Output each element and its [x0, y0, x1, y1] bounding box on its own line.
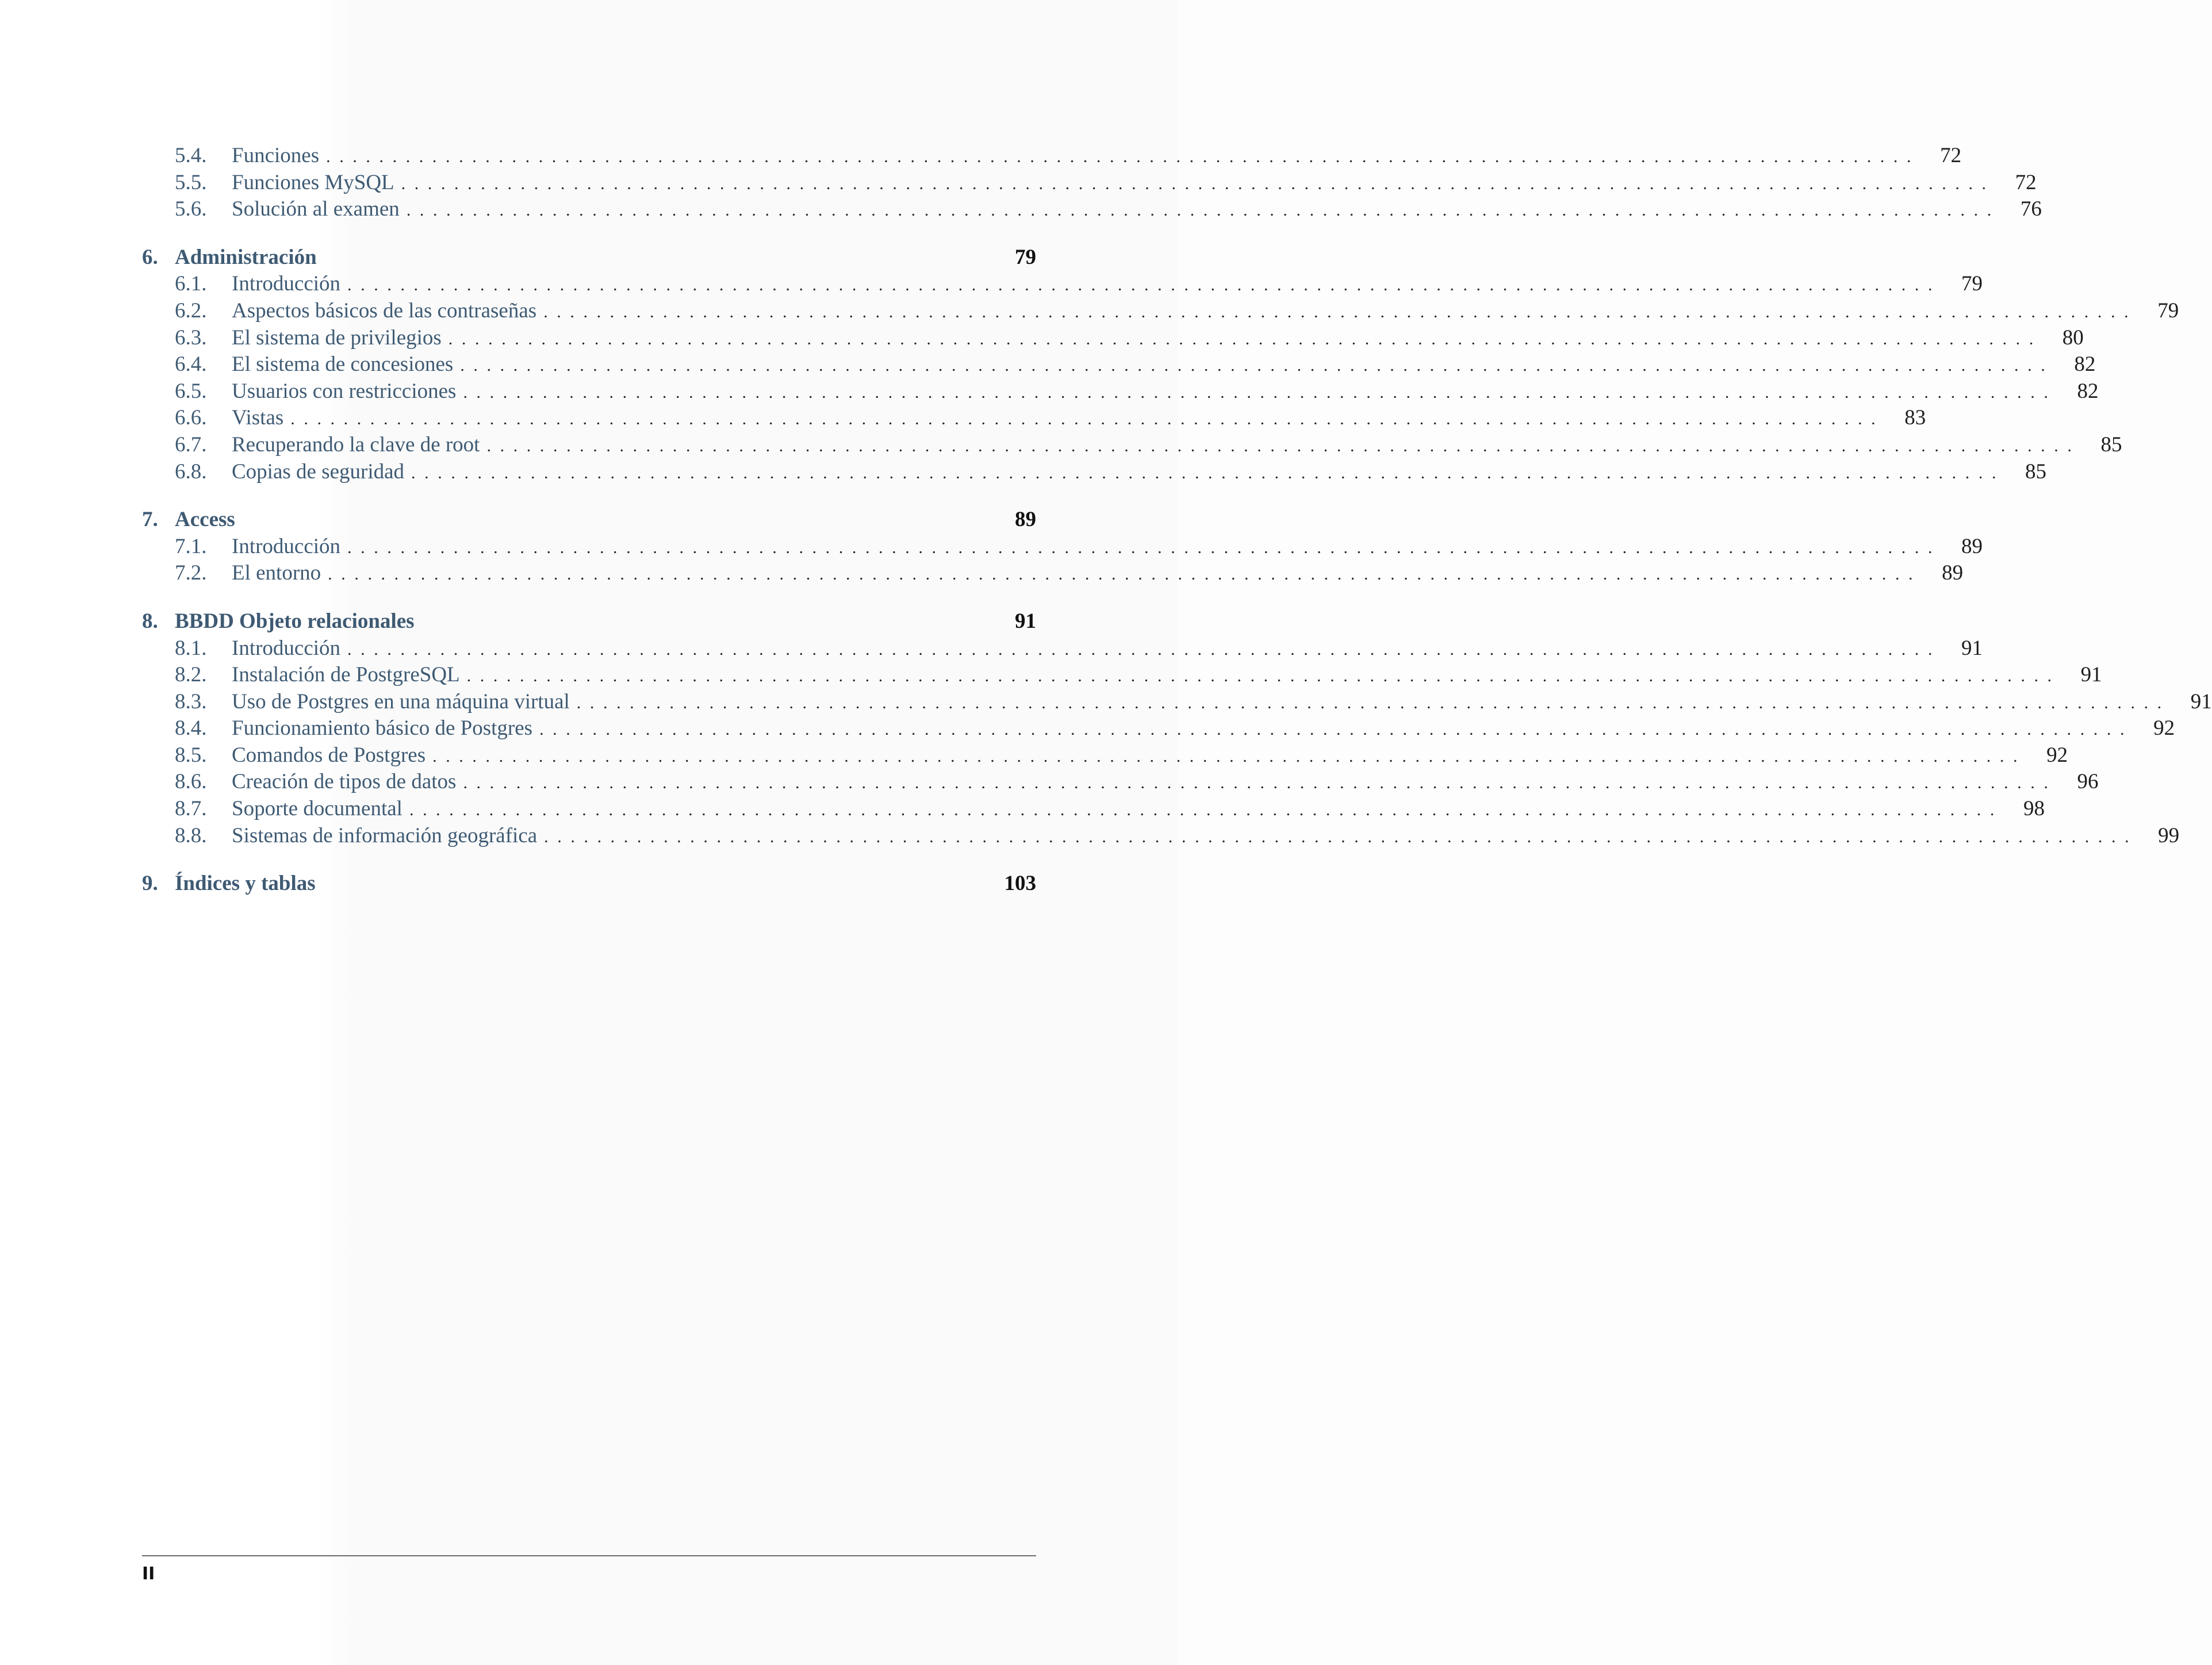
dot-leader: ........................................................................................................................: [406, 201, 2000, 220]
toc-chapter-page[interactable]: 89: [1015, 508, 1036, 532]
toc-chapter-number: 7.: [142, 508, 158, 532]
toc-entry-title[interactable]: Aspectos básicos de las contraseñas: [232, 298, 537, 323]
toc-entry-page[interactable]: 83: [1904, 406, 1926, 430]
toc-entry-title[interactable]: Introducción: [232, 272, 341, 296]
toc-chapter-title[interactable]: Índices y tablas: [175, 872, 316, 896]
dot-leader: ........................................................................................................................: [544, 827, 2138, 846]
toc-entry-title[interactable]: Comandos de Postgres: [232, 743, 426, 767]
dot-leader: ........................................................................................................................: [290, 409, 1885, 429]
toc-entry[interactable]: [142, 662, 2102, 689]
toc-chapter-block: [142, 507, 1983, 587]
toc-entry[interactable]: [142, 143, 1962, 170]
toc-chapter-block: [142, 870, 1036, 897]
toc-entry-number: 8.6.: [175, 770, 207, 794]
toc-entry-title[interactable]: Sistemas de información geográfica: [232, 823, 538, 847]
toc-entry-title[interactable]: Introducción: [232, 636, 341, 660]
dot-leader: ........................................................................................................................: [347, 275, 1942, 295]
toc-entry[interactable]: [142, 271, 1983, 298]
dot-leader: ........................................................................................................................: [466, 666, 2061, 686]
dot-leader: ........................................................................................................................: [576, 693, 2171, 712]
footer-rule: [142, 1555, 1036, 1556]
toc-entry[interactable]: [142, 196, 2042, 223]
toc-entry[interactable]: [142, 298, 2179, 325]
toc-entry-title[interactable]: Introducción: [232, 534, 341, 558]
toc-entry-number: 8.7.: [175, 797, 207, 821]
toc-entry[interactable]: [142, 715, 2175, 742]
toc-entry-number: 6.7.: [175, 432, 207, 456]
dot-leader: ........................................................................................................................: [347, 639, 1942, 659]
toc-entry-number: 6.2.: [175, 298, 207, 323]
dot-leader: ........................................................................................................................: [539, 720, 2134, 739]
toc-entry-page[interactable]: 76: [2020, 197, 2042, 221]
toc-entry-page[interactable]: 91: [1961, 636, 1983, 660]
toc-entry-number: 6.4.: [175, 352, 207, 377]
toc-entry[interactable]: [142, 823, 2180, 850]
toc-chapter-page[interactable]: 91: [1015, 609, 1036, 633]
toc-entry-page[interactable]: 89: [1942, 561, 1964, 585]
toc-entry[interactable]: [142, 635, 1983, 662]
toc-chapter-block: [142, 608, 2212, 849]
toc-entry-page[interactable]: 96: [2077, 770, 2099, 794]
toc-chapter-heading[interactable]: [142, 608, 1036, 635]
toc-entry-number: 8.2.: [175, 663, 207, 687]
toc-chapter-heading[interactable]: [142, 870, 1036, 897]
toc-entry-title[interactable]: Creación de tipos de datos: [232, 770, 457, 794]
toc-entry[interactable]: [142, 560, 1964, 587]
toc-entry-page[interactable]: 91: [2190, 689, 2212, 713]
toc-entry-title[interactable]: El sistema de privilegios: [232, 325, 442, 350]
dot-leader: ........................................................................................................................: [432, 746, 2027, 766]
toc-entry-title[interactable]: El sistema de concesiones: [232, 352, 454, 377]
dot-leader: ........................................................................................................................: [411, 463, 2006, 482]
dot-leader: ........................................................................................................................: [543, 302, 2138, 321]
toc-entry-page[interactable]: 82: [2074, 352, 2096, 377]
toc-entry-title[interactable]: Funciones: [232, 144, 320, 167]
toc-chapter-title[interactable]: Access: [175, 508, 235, 532]
toc-entry-number: 5.6.: [175, 197, 207, 221]
toc-entry-title[interactable]: El entorno: [232, 561, 321, 585]
toc-entry[interactable]: [142, 689, 2212, 716]
toc-entry-number: 8.4.: [175, 716, 207, 741]
toc-entry-title[interactable]: Instalación de PostgreSQL: [232, 663, 460, 687]
toc-chapter-number: 9.: [142, 872, 158, 896]
toc-entry-number: 6.3.: [175, 325, 207, 350]
toc-entry-title[interactable]: Uso de Postgres en una máquina virtual: [232, 689, 570, 713]
toc-entry[interactable]: [142, 378, 2099, 405]
dot-leader: ........................................................................................................................: [448, 329, 2042, 348]
dot-leader: ........................................................................................................................: [326, 147, 1920, 166]
toc-entry-page[interactable]: 72: [2015, 170, 2037, 194]
toc-entry-number: 7.1.: [175, 534, 207, 558]
toc-entry-title[interactable]: Vistas: [232, 406, 284, 430]
toc-entry-page[interactable]: 79: [2157, 298, 2179, 323]
toc-entry-number: 6.5.: [175, 379, 207, 403]
toc-entry-number: 6.6.: [175, 406, 207, 430]
toc-entry-title[interactable]: Copias de seguridad: [232, 459, 405, 484]
dot-leader: ........................................................................................................................: [460, 356, 2054, 375]
toc-entry[interactable]: [142, 769, 2099, 796]
dot-leader: ........................................................................................................................: [328, 565, 1922, 584]
toc-chapter-block: [142, 244, 2179, 485]
toc-entry-number: 6.8.: [175, 459, 207, 484]
toc-entry[interactable]: [142, 170, 2037, 197]
toc-entry-title[interactable]: Recuperando la clave de root: [232, 432, 480, 456]
dot-leader: ........................................................................................................................: [463, 382, 2057, 402]
toc-entry-page[interactable]: 82: [2077, 379, 2099, 403]
dot-leader: ........................................................................................................................: [409, 800, 2003, 820]
toc-chapter-title[interactable]: BBDD Objeto relacionales: [175, 609, 415, 633]
toc-entry[interactable]: [142, 796, 2045, 823]
dot-leader: ........................................................................................................................: [486, 436, 2081, 455]
toc-entry-page[interactable]: 79: [1961, 272, 1983, 296]
toc-entry-page[interactable]: 99: [2158, 823, 2180, 847]
toc-entry-page[interactable]: 72: [1940, 144, 1962, 167]
toc-entry-number: 8.3.: [175, 689, 207, 713]
toc-chapter-heading[interactable]: [142, 244, 1036, 271]
toc-entry[interactable]: [142, 351, 2096, 378]
toc-entry-page[interactable]: 85: [2100, 432, 2122, 456]
toc-entry-title[interactable]: Funciones MySQL: [232, 170, 394, 194]
toc-entry[interactable]: [142, 459, 2047, 486]
toc-entry[interactable]: [142, 742, 2068, 769]
toc-entry-number: 6.1.: [175, 272, 207, 296]
toc-chapters: [142, 244, 2212, 897]
toc-entry[interactable]: [142, 405, 1926, 432]
footer-page-number: II: [142, 1564, 155, 1584]
dot-leader: ........................................................................................................................: [463, 773, 2057, 793]
toc-chapter-page[interactable]: 103: [1004, 872, 1036, 896]
toc-entry-page[interactable]: 89: [1961, 534, 1983, 558]
dot-leader: ........................................................................................................................: [401, 174, 1995, 193]
toc-entry-page[interactable]: 85: [2025, 459, 2047, 484]
toc-chapter-number: 8.: [142, 609, 158, 633]
toc-chapter-page[interactable]: 79: [1015, 245, 1036, 269]
toc-entry-number: 7.2.: [175, 561, 207, 585]
toc-continuation-block: [142, 143, 2042, 223]
toc-entry-number: 8.1.: [175, 636, 207, 660]
toc-chapter-heading[interactable]: [142, 507, 1036, 534]
toc-chapter-title[interactable]: Administración: [175, 245, 317, 269]
toc-entry-page[interactable]: 92: [2046, 743, 2068, 767]
toc-entry-number: 8.8.: [175, 823, 207, 847]
toc-chapter-number: 6.: [142, 245, 158, 269]
toc-entry-title[interactable]: Usuarios con restricciones: [232, 379, 457, 403]
toc-entry[interactable]: [142, 534, 1983, 561]
toc-entry-page[interactable]: 80: [2062, 325, 2084, 350]
toc-entry-number: 5.4.: [175, 144, 207, 167]
toc-entry-title[interactable]: Solución al examen: [232, 197, 400, 221]
toc-entry-number: 8.5.: [175, 743, 207, 767]
toc-entry-title[interactable]: Funcionamiento básico de Postgres: [232, 716, 533, 741]
toc-entry-page[interactable]: 91: [2080, 663, 2102, 687]
dot-leader: ........................................................................................................................: [347, 538, 1942, 557]
toc-entry-title[interactable]: Soporte documental: [232, 797, 402, 821]
toc-entry-page[interactable]: 92: [2153, 716, 2175, 741]
toc-entry-page[interactable]: 98: [2023, 797, 2045, 821]
table-of-contents: [142, 143, 2212, 919]
toc-entry-number: 5.5.: [175, 170, 207, 194]
toc-entry[interactable]: [142, 432, 2122, 459]
toc-entry[interactable]: [142, 325, 2084, 352]
